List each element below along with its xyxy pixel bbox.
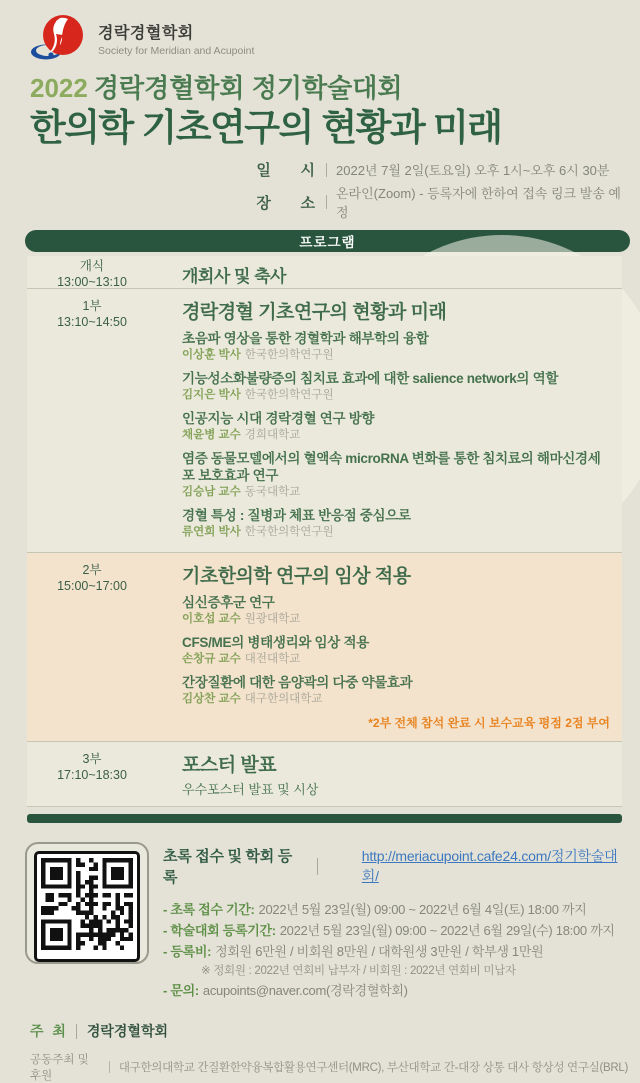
- org-name-korean: 경락경혈학회: [98, 24, 194, 42]
- talk-title: CFS/ME의 병태생리와 임상 적용: [182, 635, 369, 651]
- talk-title: 간장질환에 대한 음양곽의 다중 약물효과: [182, 675, 413, 691]
- vertical-divider: [317, 858, 318, 875]
- registration-link[interactable]: http://meriacupoint.cafe24.com/정기학술대회/: [361, 848, 618, 885]
- talk-speaker: 류연희 박사: [182, 526, 241, 539]
- talk-item: [182, 370, 612, 403]
- talk-item: [182, 507, 612, 540]
- registration-period-line: [163, 920, 628, 941]
- registration-text: [163, 842, 628, 1001]
- vertical-divider: [76, 1024, 77, 1039]
- talk-speaker: 김승남 교수: [182, 486, 241, 499]
- registration-heading-row: [163, 845, 628, 887]
- talk-affiliation: 대전대학교: [244, 653, 301, 666]
- vertical-divider: [326, 195, 327, 209]
- cme-credit-note: *2부 전체 참석 완료 시 보수교육 평점 2점 부여: [368, 716, 610, 731]
- vertical-divider: [326, 163, 327, 177]
- line-value: acupoints@naver.com(경락경혈학회): [202, 983, 408, 999]
- program-header-label: 프로그램: [299, 235, 356, 251]
- session-part: 1부: [82, 299, 102, 314]
- talk-item: [182, 674, 612, 707]
- event-info: [0, 159, 626, 221]
- session-row-part1: [27, 289, 622, 553]
- session-row-opening: [27, 256, 622, 289]
- session-time: 13:00~13:10: [57, 275, 127, 290]
- talk-affiliation: 대구한의대학교: [244, 693, 323, 706]
- talk-speaker: 손창규 교수: [182, 653, 241, 666]
- session-part: 2부: [82, 563, 102, 578]
- qr-code-inner: [34, 851, 140, 962]
- session-time-col: [27, 553, 157, 741]
- line-value: 정회원 6만원 / 비회원 8만원 / 대학원생 3만원 / 학부생 1만원: [215, 944, 544, 960]
- talk-affiliation: 원광대학교: [244, 613, 301, 626]
- line-label: - 문의:: [163, 983, 199, 999]
- talk-speaker-line: [182, 652, 612, 667]
- session-subtitle: 우수포스터 발표 및 시상: [182, 782, 319, 798]
- session-title: 기초한의학 연구의 임상 적용: [182, 566, 411, 588]
- date-value: 2022년 7월 2일(토요일) 오후 1시~오후 6시 30분: [336, 163, 610, 179]
- session-title: 경락경혈 기초연구의 현황과 미래: [182, 302, 447, 324]
- program-table-end-bar: [27, 814, 622, 823]
- program-header-bar: [25, 230, 630, 252]
- line-value: 2022년 5월 23일(월) 09:00 ~ 2022년 6월 29일(수) 18:00 까지: [279, 923, 615, 939]
- talk-affiliation: 한국한의학연구원: [244, 526, 334, 539]
- contact-line: [163, 980, 628, 1001]
- line-value: 2022년 5월 23일(월) 09:00 ~ 2022년 6월 4일(토) 18:00 까지: [258, 902, 587, 918]
- session-time: 15:00~17:00: [57, 579, 127, 594]
- talk-affiliation: 동국대학교: [244, 486, 301, 499]
- session-row-part3: [27, 742, 622, 807]
- line-label: - 학술대회 등록기간:: [163, 923, 276, 939]
- session-part: 3부: [82, 752, 102, 767]
- venue-value: 온라인(Zoom) - 등록자에 한하여 접속 링크 발송 예정: [336, 186, 621, 221]
- talk-title: 기능성소화불량증의 침치료 효과에 대한 salience network의 역할: [182, 371, 559, 387]
- society-logo-icon: [30, 14, 88, 62]
- talk-speaker-line: [182, 485, 612, 500]
- talk-item: [182, 594, 612, 627]
- talk-speaker-line: [182, 525, 612, 540]
- abstract-period-line: [163, 899, 628, 920]
- talk-title: 염증 동물모델에서의 혈액속 microRNA 변화를 통한 침치료의 해마신경세포 보호효과 연구: [182, 451, 601, 484]
- qr-code: [25, 842, 149, 964]
- talk-affiliation: 한국한의학연구원: [244, 389, 334, 402]
- host-label: 주 최: [30, 1023, 66, 1040]
- session-time: 13:10~14:50: [57, 315, 127, 330]
- date-label: 일 시: [256, 162, 315, 180]
- talk-affiliation: 경희대학교: [244, 429, 301, 442]
- session-content: [157, 553, 622, 741]
- session-time-col: [27, 742, 157, 806]
- cohost-value: 대구한의대학교 간질환한약융복합활용연구센터(MRC), 부산대학교 간-대장 상통 대사 항상성 연구실(BRL): [118, 1062, 628, 1075]
- talk-speaker-line: [182, 348, 612, 363]
- cohost-label: 공동주최 및 후원: [30, 1054, 89, 1083]
- vertical-divider: [109, 1061, 110, 1073]
- member-note-line: [163, 962, 628, 980]
- talk-item: [182, 634, 612, 667]
- host-row: [30, 1021, 628, 1041]
- session-content: [157, 256, 622, 288]
- session-time-col: [27, 256, 157, 288]
- host-value: 경락경혈학회: [86, 1023, 168, 1040]
- registration-heading: 초록 접수 및 학회 등록: [163, 848, 292, 887]
- session-part: 개식: [79, 259, 105, 274]
- org-names: [98, 20, 254, 57]
- program-table: [27, 256, 622, 807]
- session-title: 포스터 발표: [182, 755, 277, 777]
- talk-title: 경혈 특성 : 질병과 체표 반응점 중심으로: [182, 508, 411, 524]
- talk-title: 초음파 영상을 통한 경혈학과 해부학의 융합: [182, 331, 429, 347]
- line-label: - 초록 접수 기간:: [163, 902, 255, 918]
- session-content: [157, 742, 622, 806]
- cohost-row: [30, 1051, 628, 1083]
- talk-title: 심신증후군 연구: [182, 595, 275, 611]
- line-label: - 등록비:: [163, 944, 212, 960]
- talk-speaker-line: [182, 428, 612, 443]
- venue-label: 장 소: [256, 194, 315, 212]
- poster-title: 한의학 기초연구의 현황과 미래: [30, 106, 502, 148]
- date-row: [256, 159, 626, 180]
- session-content: [157, 289, 622, 552]
- event-year: 2022: [30, 73, 88, 103]
- session-time-col: [27, 289, 157, 552]
- line-value: ※ 정회원 : 2022년 연회비 납부자 / 비회원 : 2022년 연회비 미납자: [201, 965, 516, 978]
- talk-item: [182, 450, 612, 500]
- talk-title: 인공지능 시대 경락경혈 연구 방향: [182, 411, 375, 427]
- talk-speaker-line: [182, 692, 612, 707]
- talk-affiliation: 한국한의학연구원: [244, 349, 334, 362]
- session-time: 17:10~18:30: [57, 768, 127, 783]
- talk-speaker-line: [182, 388, 612, 403]
- event-line: [30, 74, 622, 103]
- talk-speaker: 채윤병 교수: [182, 429, 241, 442]
- talk-item: [182, 330, 612, 363]
- session-row-part2: [27, 553, 622, 742]
- talk-item: [182, 410, 612, 443]
- org-logo-row: [30, 14, 622, 62]
- fee-line: [163, 941, 628, 962]
- venue-row: [256, 183, 626, 221]
- talk-speaker-line: [182, 612, 612, 627]
- event-name: 경락경혈학회 정기학술대회: [93, 73, 403, 103]
- footer: [30, 1021, 628, 1083]
- talk-speaker: 이상훈 박사: [182, 349, 241, 362]
- session-title: 개회사 및 축사: [182, 267, 286, 287]
- org-name-english: Society for Meridian and Acupoint: [98, 44, 255, 57]
- talk-speaker: 김상찬 교수: [182, 693, 241, 706]
- header: [0, 0, 640, 149]
- talk-speaker: 김지은 박사: [182, 389, 241, 402]
- registration-section: [25, 842, 628, 1001]
- talk-speaker: 이호섭 교수: [182, 613, 241, 626]
